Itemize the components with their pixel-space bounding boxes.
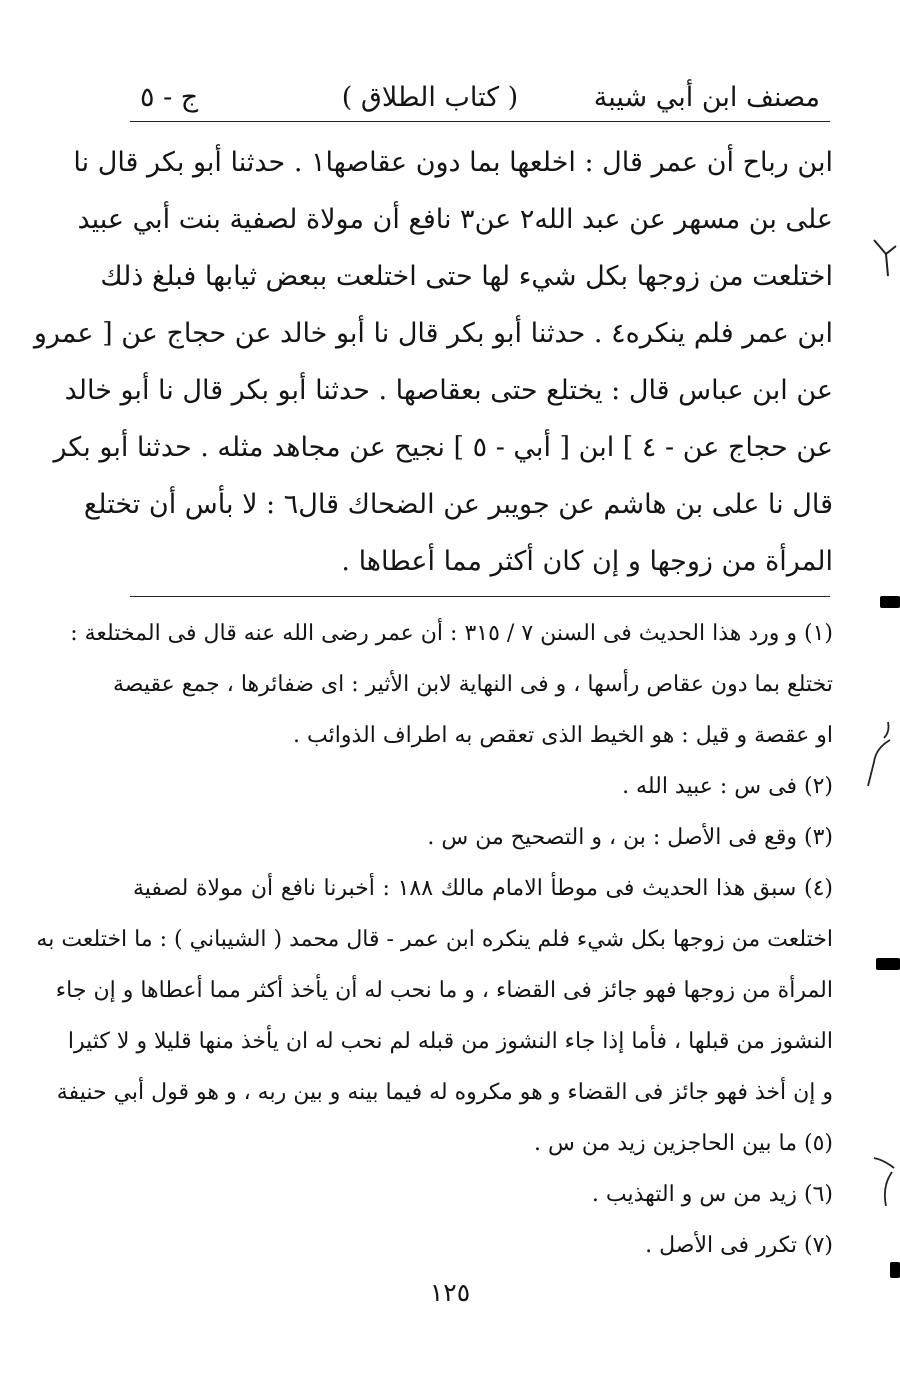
footnote-line: (٢) فى س : عبيد الله .: [622, 774, 833, 799]
main-text-line: ابن عمر فلم ينكره٤ . حدثنا أبو بكر قال نا أبو خالد عن حجاج عن [ عمرو: [33, 318, 833, 349]
main-text-line: عن حجاج عن - ٤ ] ابن [ أبي - ٥ ] نجيح عن مجاهد مثله . حدثنا أبو بكر: [53, 432, 833, 463]
footnote-separator: [130, 596, 830, 597]
margin-mark-icon: [870, 1152, 900, 1212]
margin-blot: [880, 596, 900, 608]
main-text-line: اختلعت من زوجها بكل شيء لها حتى اختلعت ببعض ثيابها فبلغ ذلك: [100, 261, 833, 292]
footnote-line: او عقصة و قيل : هو الخيط الذى تعقص به اطراف الذوائب .: [293, 723, 833, 748]
page-header: [140, 78, 820, 122]
footnote-line: اختلعت من زوجها بكل شيء فلم ينكره ابن عمر - قال محمد ( الشيباني ) : ما اختلعت به: [36, 927, 833, 952]
footnotes: [36, 610, 833, 1273]
chapter-title: ( كتاب الطلاق ): [341, 82, 519, 113]
footnote-line: و إن أخذ فهو جائز فى القضاء و هو مكروه له فيما بينه و بين ربه ، و هو قول أبي حنيفة: [56, 1080, 833, 1105]
main-text-line: قال نا على بن هاشم عن جويبر عن الضحاك قال٦ : لا بأس أن تختلع: [83, 489, 833, 520]
main-text-line: المرأة من زوجها و إن كان أكثر مما أعطاها .: [341, 546, 833, 577]
footnote-line: (٦) زيد من س و التهذيب .: [591, 1182, 833, 1207]
footnote-line: (٣) وقع فى الأصل : بن ، و التصحيح من س .: [427, 825, 833, 850]
footnote-line: (٥) ما بين الحاجزين زيد من س .: [534, 1131, 833, 1156]
footnote-line: المرأة من زوجها فهو جائز فى القضاء ، و ما نحب له أن يأخذ أكثر مما أعطاها و إن جاء: [55, 978, 833, 1003]
margin-blot: [876, 958, 900, 970]
main-text-line: على بن مسهر عن عبد الله٢ عن٣ نافع أن مولاة لصفية بنت أبي عبيد: [77, 204, 833, 235]
margin-mark-icon: [868, 232, 898, 282]
main-text-line: ابن رباح أن عمر قال : اخلعها بما دون عقاصها١ . حدثنا أبو بكر قال نا: [73, 147, 833, 178]
footnote-line: (٧) تكرر فى الأصل .: [645, 1233, 833, 1258]
footnote-line: (١) و ورد هذا الحديث فى السنن ٧ / ٣١٥ : أن عمر رضى الله عنه قال فى المختلعة :: [70, 621, 833, 646]
main-text: [33, 136, 833, 592]
footnote-line: (٤) سبق هذا الحديث فى موطأ الامام مالك ١٨٨ : أخبرنا نافع أن مولاة لصفية: [133, 876, 833, 901]
footnote-line: تختلع بما دون عقاص رأسها ، و فى النهاية لابن الأثير : اى ضفائرها ، جمع عقيصة: [112, 672, 833, 697]
footnote-line: النشوز من قبلها ، فأما إذا جاء النشوز من قبله لم نحب له ان يأخذ منها قليلا و لا كثيرا: [67, 1029, 833, 1054]
book-title: مصنف ابن أبي شيبة: [593, 82, 820, 113]
margin-blot: [890, 1262, 900, 1278]
header-rule: [130, 121, 830, 122]
main-text-line: عن ابن عباس قال : يختلع حتى بعقاصها . حدثنا أبو بكر قال نا أبو خالد: [64, 375, 833, 406]
page-number: ١٢٥: [429, 1278, 471, 1307]
volume-number: ج - ٥: [140, 82, 199, 113]
margin-mark-icon: [860, 718, 894, 788]
